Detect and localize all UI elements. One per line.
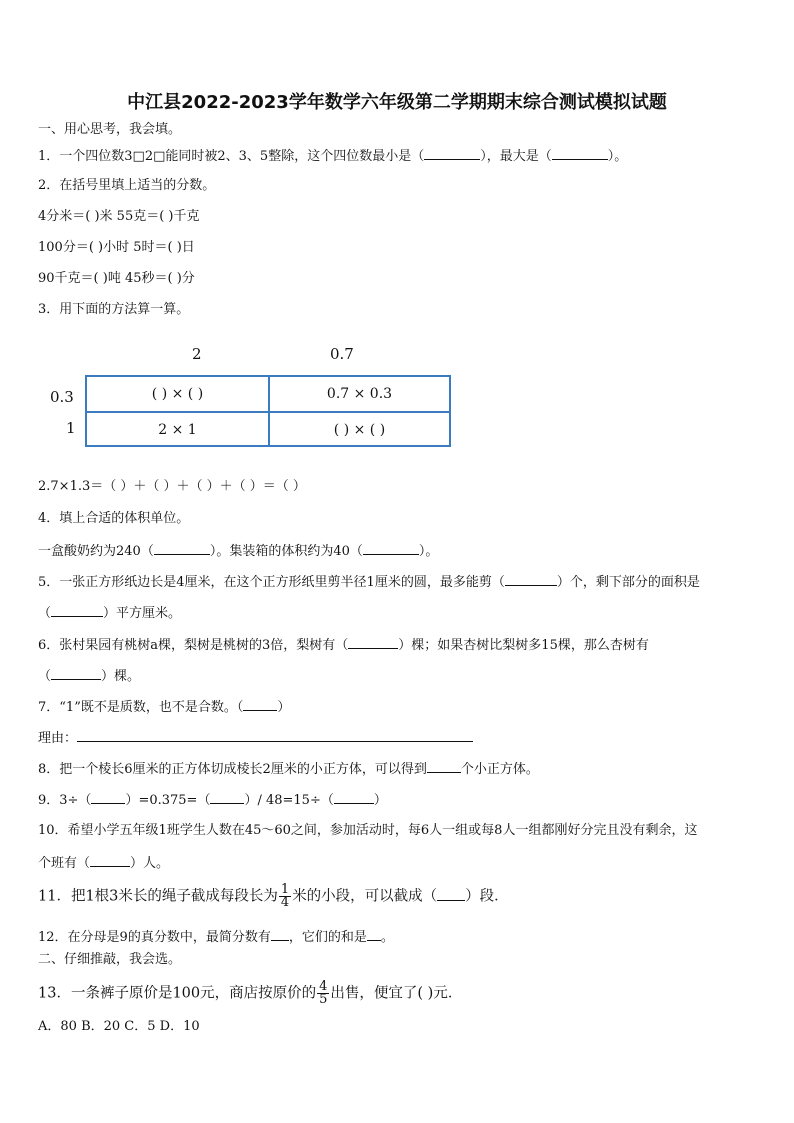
blank[interactable] [367,928,381,941]
blank[interactable] [210,791,244,804]
question-6-line-2: （ ）棵。 [38,669,141,684]
table-divider [87,411,449,413]
reason-answer-line[interactable] [77,729,473,742]
blank[interactable] [271,928,289,941]
question-13: 13．一条裤子原价是100元，商店按原价的 $\frac{4}{5}$ 出售，便宜了( )元． [38,979,463,1007]
question-11: 11．把1根3米长的绳子截成每段长为 $\frac{1}{4}$ 米的小段，可以截成（ ）段． [38,882,509,910]
question-10-line-1: 10．希望小学五年级1班学生人数在45～60之间，参加活动时，每6人一组或每8人一组都刚好分完且没有剩余，这 [38,823,698,838]
question-4: 一盒酸奶约为240（ ）。集装箱的体积约为40（ ）。 [38,544,439,559]
table-row-label: 1 [66,419,76,437]
table-row-label: 0.3 [50,388,74,406]
question-2-line-3: 90千克＝( )吨 45秒＝( )分 [38,271,195,286]
table-cell[interactable]: ( ) × ( ) [333,422,386,438]
question-3-heading: 3．用下面的方法算一算。 [38,302,190,317]
question-3-equation: 2.7×1.3＝（ ）＋（ ）＋（ ）＋（ ）＝（ ） [38,479,306,494]
table-cell: 2 × 1 [158,422,197,438]
blank[interactable] [154,542,210,555]
blank[interactable] [51,667,101,680]
multiplication-table [85,375,451,447]
blank[interactable] [424,147,480,160]
blank[interactable] [334,791,374,804]
question-12: 12．在分母是9的真分数中，最简分数有 ，它们的和是 。 [38,930,394,945]
table-cell[interactable]: ( ) × ( ) [151,386,204,402]
blank[interactable] [437,888,465,901]
question-6-line-1: 6．张村果园有桃树a棵，梨树是桃树的3倍，梨树有（ ）棵；如果杏树比梨树多15棵，那么杏树有 [38,638,649,653]
fraction: $\frac{1}{4}$ [280,882,290,910]
section-2-heading: 二、仔细推敲，我会选。 [38,952,182,967]
section-1-heading: 一、用心思考，我会填。 [38,122,182,137]
question-13-options[interactable]: A．80 B．20 C．5 D．10 [38,1019,200,1034]
question-4-heading: 4．填上合适的体积单位。 [38,511,190,526]
question-9: 9．3÷（ ）=0.375=（ ）/ 48=15÷（ ） [38,793,387,808]
question-5-line-2: （ ）平方厘米。 [38,606,182,621]
table-cell: 0.7 × 0.3 [326,386,393,402]
blank[interactable] [363,542,419,555]
blank[interactable] [90,854,130,867]
blank[interactable] [243,698,277,711]
blank[interactable] [505,573,557,586]
question-7-reason: 理由： [38,729,473,747]
question-1: 1．一个四位数3□2□能同时被2、3、5整除，这个四位数最小是（ ），最大是（ ）。 [38,149,628,164]
blank[interactable] [348,636,398,649]
blank[interactable] [91,791,125,804]
question-2-heading: 2．在括号里填上适当的分数。 [38,178,216,193]
question-10-line-2: 个班有（ ）人。 [38,856,170,871]
blank[interactable] [51,604,103,617]
question-5-line-1: 5．一张正方形纸边长是4厘米，在这个正方形纸里剪半径1厘米的圆，最多能剪（ ）个，剩下部分的面积是 [38,575,700,590]
fraction: $\frac{4}{5}$ [319,979,328,1007]
question-7: 7．“1”既不是质数，也不是合数。（ ） [38,700,291,715]
table-column-label: 2 [192,345,202,363]
table-column-label: 0.7 [330,345,354,363]
question-2-line-2: 100分＝( )小时 5时＝( )日 [38,240,195,255]
blank[interactable] [427,760,461,773]
question-2-line-1: 4分米＝( )米 55克＝( )千克 [38,209,200,224]
question-8: 8．把一个棱长6厘米的正方体切成棱长2厘米的小正方体，可以得到 个小正方体。 [38,762,539,777]
blank[interactable] [552,147,608,160]
page-title: 中江县2022-2023学年数学六年级第二学期期末综合测试模拟试题 [127,92,667,113]
